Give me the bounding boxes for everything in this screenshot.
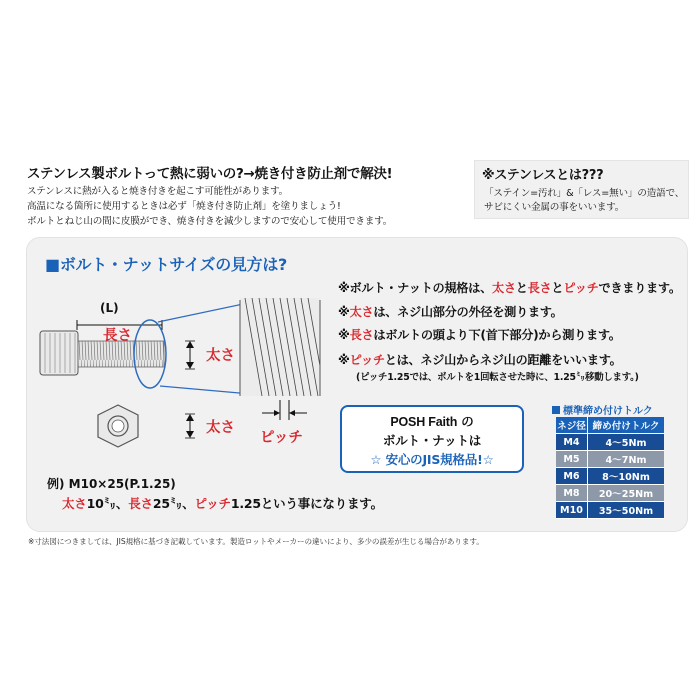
rule-pitch: ※ピッチとは、ネジ山からネジ山の距離をいいます。 bbox=[338, 353, 622, 367]
thread-enlargement-icon bbox=[240, 298, 320, 396]
pitch-label: ピッチ bbox=[260, 430, 303, 446]
table-header-row bbox=[556, 417, 664, 434]
table-row bbox=[556, 502, 664, 519]
table-row bbox=[556, 468, 664, 485]
table-cell: M4 bbox=[556, 434, 588, 451]
pitch-dimension bbox=[262, 400, 307, 420]
table-cell: 20〜25Nm bbox=[588, 485, 665, 502]
table-cell: M6 bbox=[556, 468, 588, 485]
example-description: 太さ10㍉、長さ25㍉、ピッチ1.25という事になります。 bbox=[62, 496, 383, 511]
table-cell: 4〜5Nm bbox=[588, 434, 665, 451]
bolt-thickness-dimension bbox=[185, 341, 195, 369]
table-cell: 35〜50Nm bbox=[588, 502, 665, 519]
nut-thickness-dimension bbox=[185, 414, 195, 438]
square-bullet-icon bbox=[552, 406, 560, 414]
nut-icon bbox=[98, 405, 138, 447]
badge-brand-line: POSH Faith の bbox=[390, 414, 474, 429]
bolt-thickness-label: 太さ bbox=[206, 348, 235, 364]
stainless-info-title: ※ステンレスとは??? bbox=[482, 168, 604, 183]
stainless-info-line-1: 「ステイン=汚れ」&「レス=無い」の造語で、 bbox=[484, 188, 685, 199]
table-cell: 4〜7Nm bbox=[588, 451, 665, 468]
badge-line-2: ボルト・ナットは bbox=[382, 433, 482, 448]
table-cell: 8〜10Nm bbox=[588, 468, 665, 485]
length-label: 長さ bbox=[103, 328, 132, 344]
stainless-info-line-2: サビにくい金属の事をいいます。 bbox=[484, 202, 625, 213]
table-row bbox=[556, 434, 664, 451]
nut-thickness-label: 太さ bbox=[206, 420, 235, 436]
length-bracket-label: (L) bbox=[100, 301, 119, 315]
torque-table-title: 標準締め付けトルク bbox=[552, 402, 653, 417]
intro-line-1: ステンレスに熱が入ると焼き付きを起こす可能性があります。 bbox=[27, 186, 289, 197]
table-cell: M8 bbox=[556, 485, 588, 502]
intro-line-2: 高温になる箇所に使用するときは必ず「焼き付き防止剤」を塗りましょう! bbox=[27, 201, 341, 212]
table-row bbox=[556, 485, 664, 502]
rule-standard: ※ボルト・ナットの規格は、太さと長さとピッチできまります。 bbox=[338, 281, 681, 295]
table-cell: M5 bbox=[556, 451, 588, 468]
rule-thickness: ※太さは、ネジ山部分の外径を測ります。 bbox=[338, 305, 563, 319]
badge-line-3: ☆ 安心のJIS規格品!☆ bbox=[370, 452, 494, 467]
rule-length: ※長さはボルトの頭より下(首下部分)から測ります。 bbox=[338, 328, 621, 342]
intro-line-3: ボルトとねじ山の間に皮膜ができ、焼き付きを減少しますので安心して使用できます。 bbox=[27, 216, 393, 227]
size-guide-title: ■ボルト・ナットサイズの見方は? bbox=[45, 255, 287, 274]
table-cell: M10 bbox=[556, 502, 588, 519]
bolt-head-icon bbox=[40, 331, 78, 375]
pitch-note: (ピッチ1.25では、ボルトを1回転させた時に、1.25㍉移動します。) bbox=[356, 372, 639, 383]
table-row bbox=[556, 451, 664, 468]
table-header-cell: ネジ径 bbox=[556, 417, 588, 434]
intro-title: ステンレス製ボルトって熱に弱いの?→焼き付き防止剤で解決! bbox=[27, 166, 393, 182]
torque-table bbox=[556, 417, 664, 519]
footnote: ※寸法図につきましては、JIS規格に基づき記載しています。製造ロットやメーカーの違いにより、多少の誤差が生じる場合があります。 bbox=[28, 537, 484, 546]
example-label: 例) M10×25(P.1.25) bbox=[47, 477, 176, 491]
table-header-cell: 締め付けトルク bbox=[588, 417, 665, 434]
